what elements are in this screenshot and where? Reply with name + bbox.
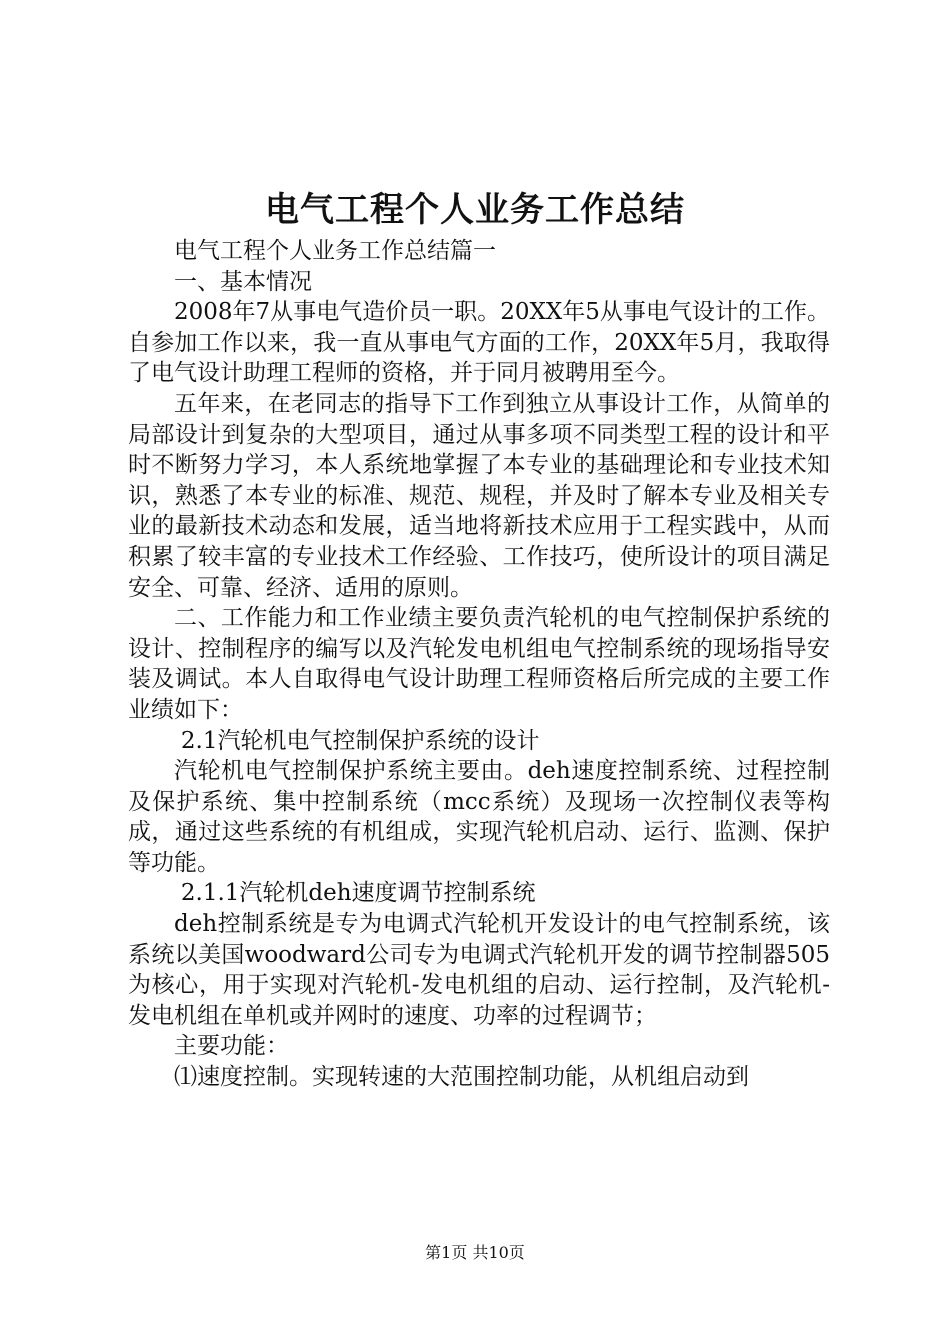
paragraph: 五年来，在老同志的指导下工作到独立从事设计工作，从简单的局部设计到复杂的大型项目，通过从事多项不同类型工程的设计和平时不断努力学习，本人系统地掌握了本专业的基础理论和专业技术知识，熟悉了本专业的标准、规范、规程，并及时了解本专业及相关专业的最新技术动态和发展，适当地将新技术应用于工程实践中，从而积累了较丰富的专业技术工作经验、工作技巧，使所设计的项目满足安全、可靠、经济、适用的原则。 (128, 390, 830, 601)
paragraph: ⑴速度控制。实现转速的大范围控制功能，从机组启动到 (174, 1064, 749, 1091)
paragraph: deh控制系统是专为电调式汽轮机开发设计的电气控制系统，该系统以美国woodward公司专为电调式汽轮机开发的调节控制器505为核心，用于实现对汽轮机-发电机组的启动、运行控制，及汽轮机-发电机组在单机或并网时的速度、功率的过程调节； (128, 911, 830, 1029)
page-footer: 第1页 共10页 (425, 1243, 525, 1262)
subsection-heading: 2.1.1汽轮机deh速度调节控制系统 (180, 880, 536, 907)
subsection-heading: 2.1汽轮机电气控制保护系统的设计 (180, 727, 540, 754)
paragraph: 主要功能： (174, 1033, 289, 1060)
paragraph: 二、工作能力和工作业绩主要负责汽轮机的电气控制保护系统的设计、控制程序的编写以及汽轮发电机组电气控制系统的现场指导安装及调试。本人自取得电气设计助理工程师资格后所完成的主要工作业绩如下： (128, 605, 830, 723)
paragraph: 2008年7从事电气造价员一职。20XX年5从事电气设计的工作。自参加工作以来，我一直从事电气方面的工作，20XX年5月，我取得了电气设计助理工程师的资格，并于同月被聘用至今。 (128, 299, 830, 387)
section-heading: 一、基本情况 (174, 268, 312, 295)
document-body (128, 236, 830, 1093)
paragraph: 汽轮机电气控制保护系统主要由。deh速度控制系统、过程控制及保护系统、集中控制系统（mcc系统）及现场一次控制仪表等构成，通过这些系统的有机组成，实现汽轮机启动、运行、监测、保护等功能。 (128, 758, 830, 876)
document-title: 电气工程个人业务工作总结 (265, 190, 685, 230)
section-heading: 电气工程个人业务工作总结篇一 (174, 238, 496, 264)
